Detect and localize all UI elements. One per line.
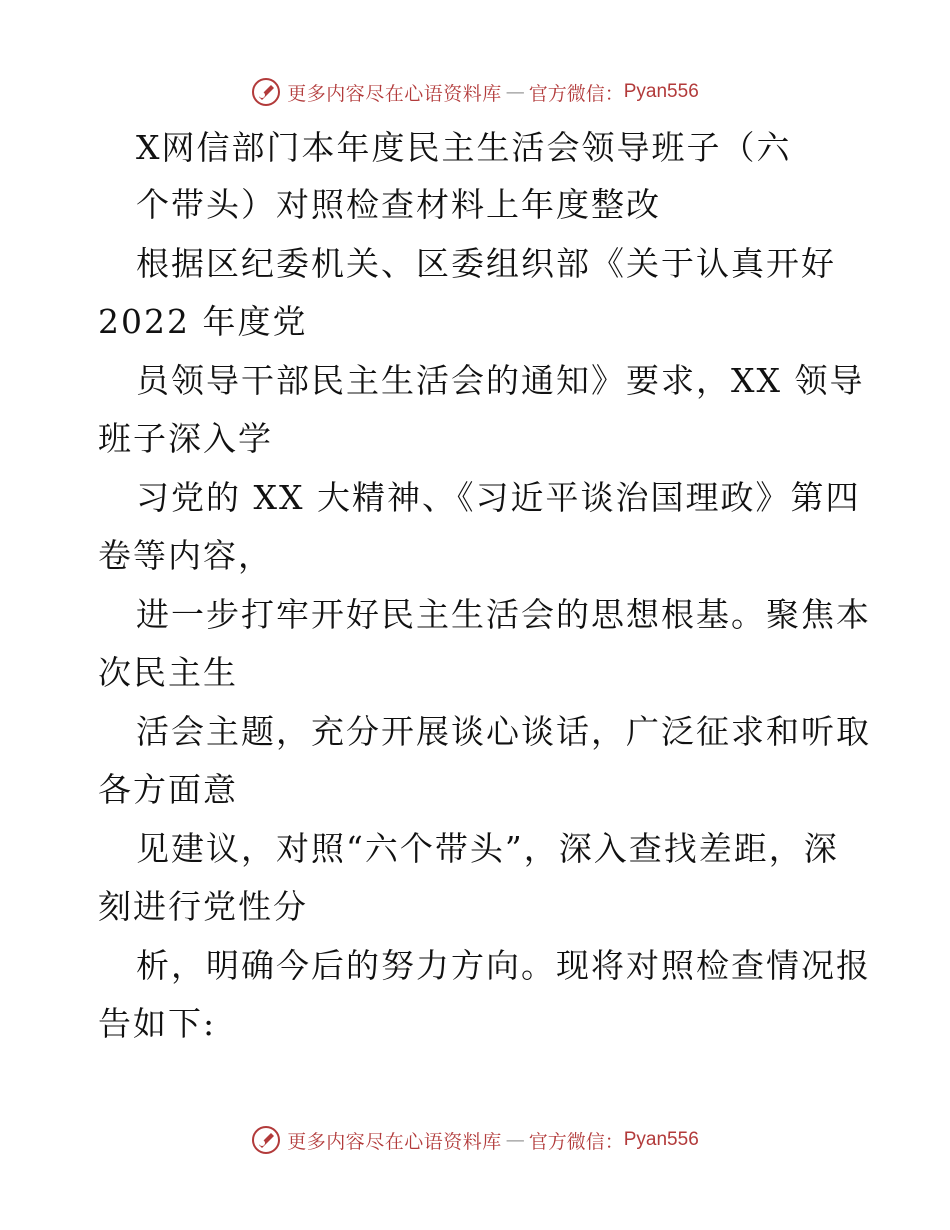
watermark-text: 更多内容尽在心语资料库	[287, 1130, 502, 1153]
paragraph-line: 次民主生	[98, 653, 238, 692]
wechat-id: Pyan556	[623, 1129, 699, 1150]
header-watermark	[0, 72, 950, 112]
wechat-label: 官方微信：	[528, 82, 624, 105]
wechat-label: 官方微信：	[528, 1130, 624, 1153]
paragraph-line: 2022 年度党	[98, 302, 308, 341]
paragraph-line: 活会主题，充分开展谈心谈话，广泛征求和听取	[136, 712, 871, 751]
paragraph-line: 见建议，对照“六个带头”，深入查找差距，深	[136, 829, 839, 868]
paragraph-line: 班子深入学	[98, 419, 273, 458]
watermark-dash: —	[505, 1129, 525, 1151]
wechat-id: Pyan556	[623, 81, 699, 102]
paragraph-line: 习党的 XX 大精神、《习近平谈治国理政》第四	[136, 478, 861, 517]
footer-watermark	[0, 1120, 950, 1160]
paragraph-line: 员领导干部民主生活会的通知》要求，XX 领导	[136, 361, 865, 400]
doc-title-line-1: X网信部门本年度民主生活会领导班子（六	[136, 128, 792, 167]
paragraph-line: 刻进行党性分	[98, 887, 308, 926]
logo-icon	[251, 77, 281, 107]
watermark-dash: —	[505, 81, 525, 103]
paragraph-line: 卷等内容，	[98, 536, 273, 575]
paragraph-line: 进一步打牢开好民主生活会的思想根基。聚焦本	[136, 595, 871, 634]
doc-title-line-2: 个带头）对照检查材料上年度整改	[136, 185, 661, 224]
paragraph-line: 各方面意	[98, 770, 238, 809]
paragraph-line: 析，明确今后的努力方向。现将对照检查情况报	[136, 946, 871, 985]
watermark-text: 更多内容尽在心语资料库	[287, 82, 502, 105]
paragraph-line: 告如下:	[98, 1004, 217, 1043]
paragraph-line: 根据区纪委机关、区委组织部《关于认真开好	[136, 244, 836, 283]
logo-icon	[251, 1125, 281, 1155]
